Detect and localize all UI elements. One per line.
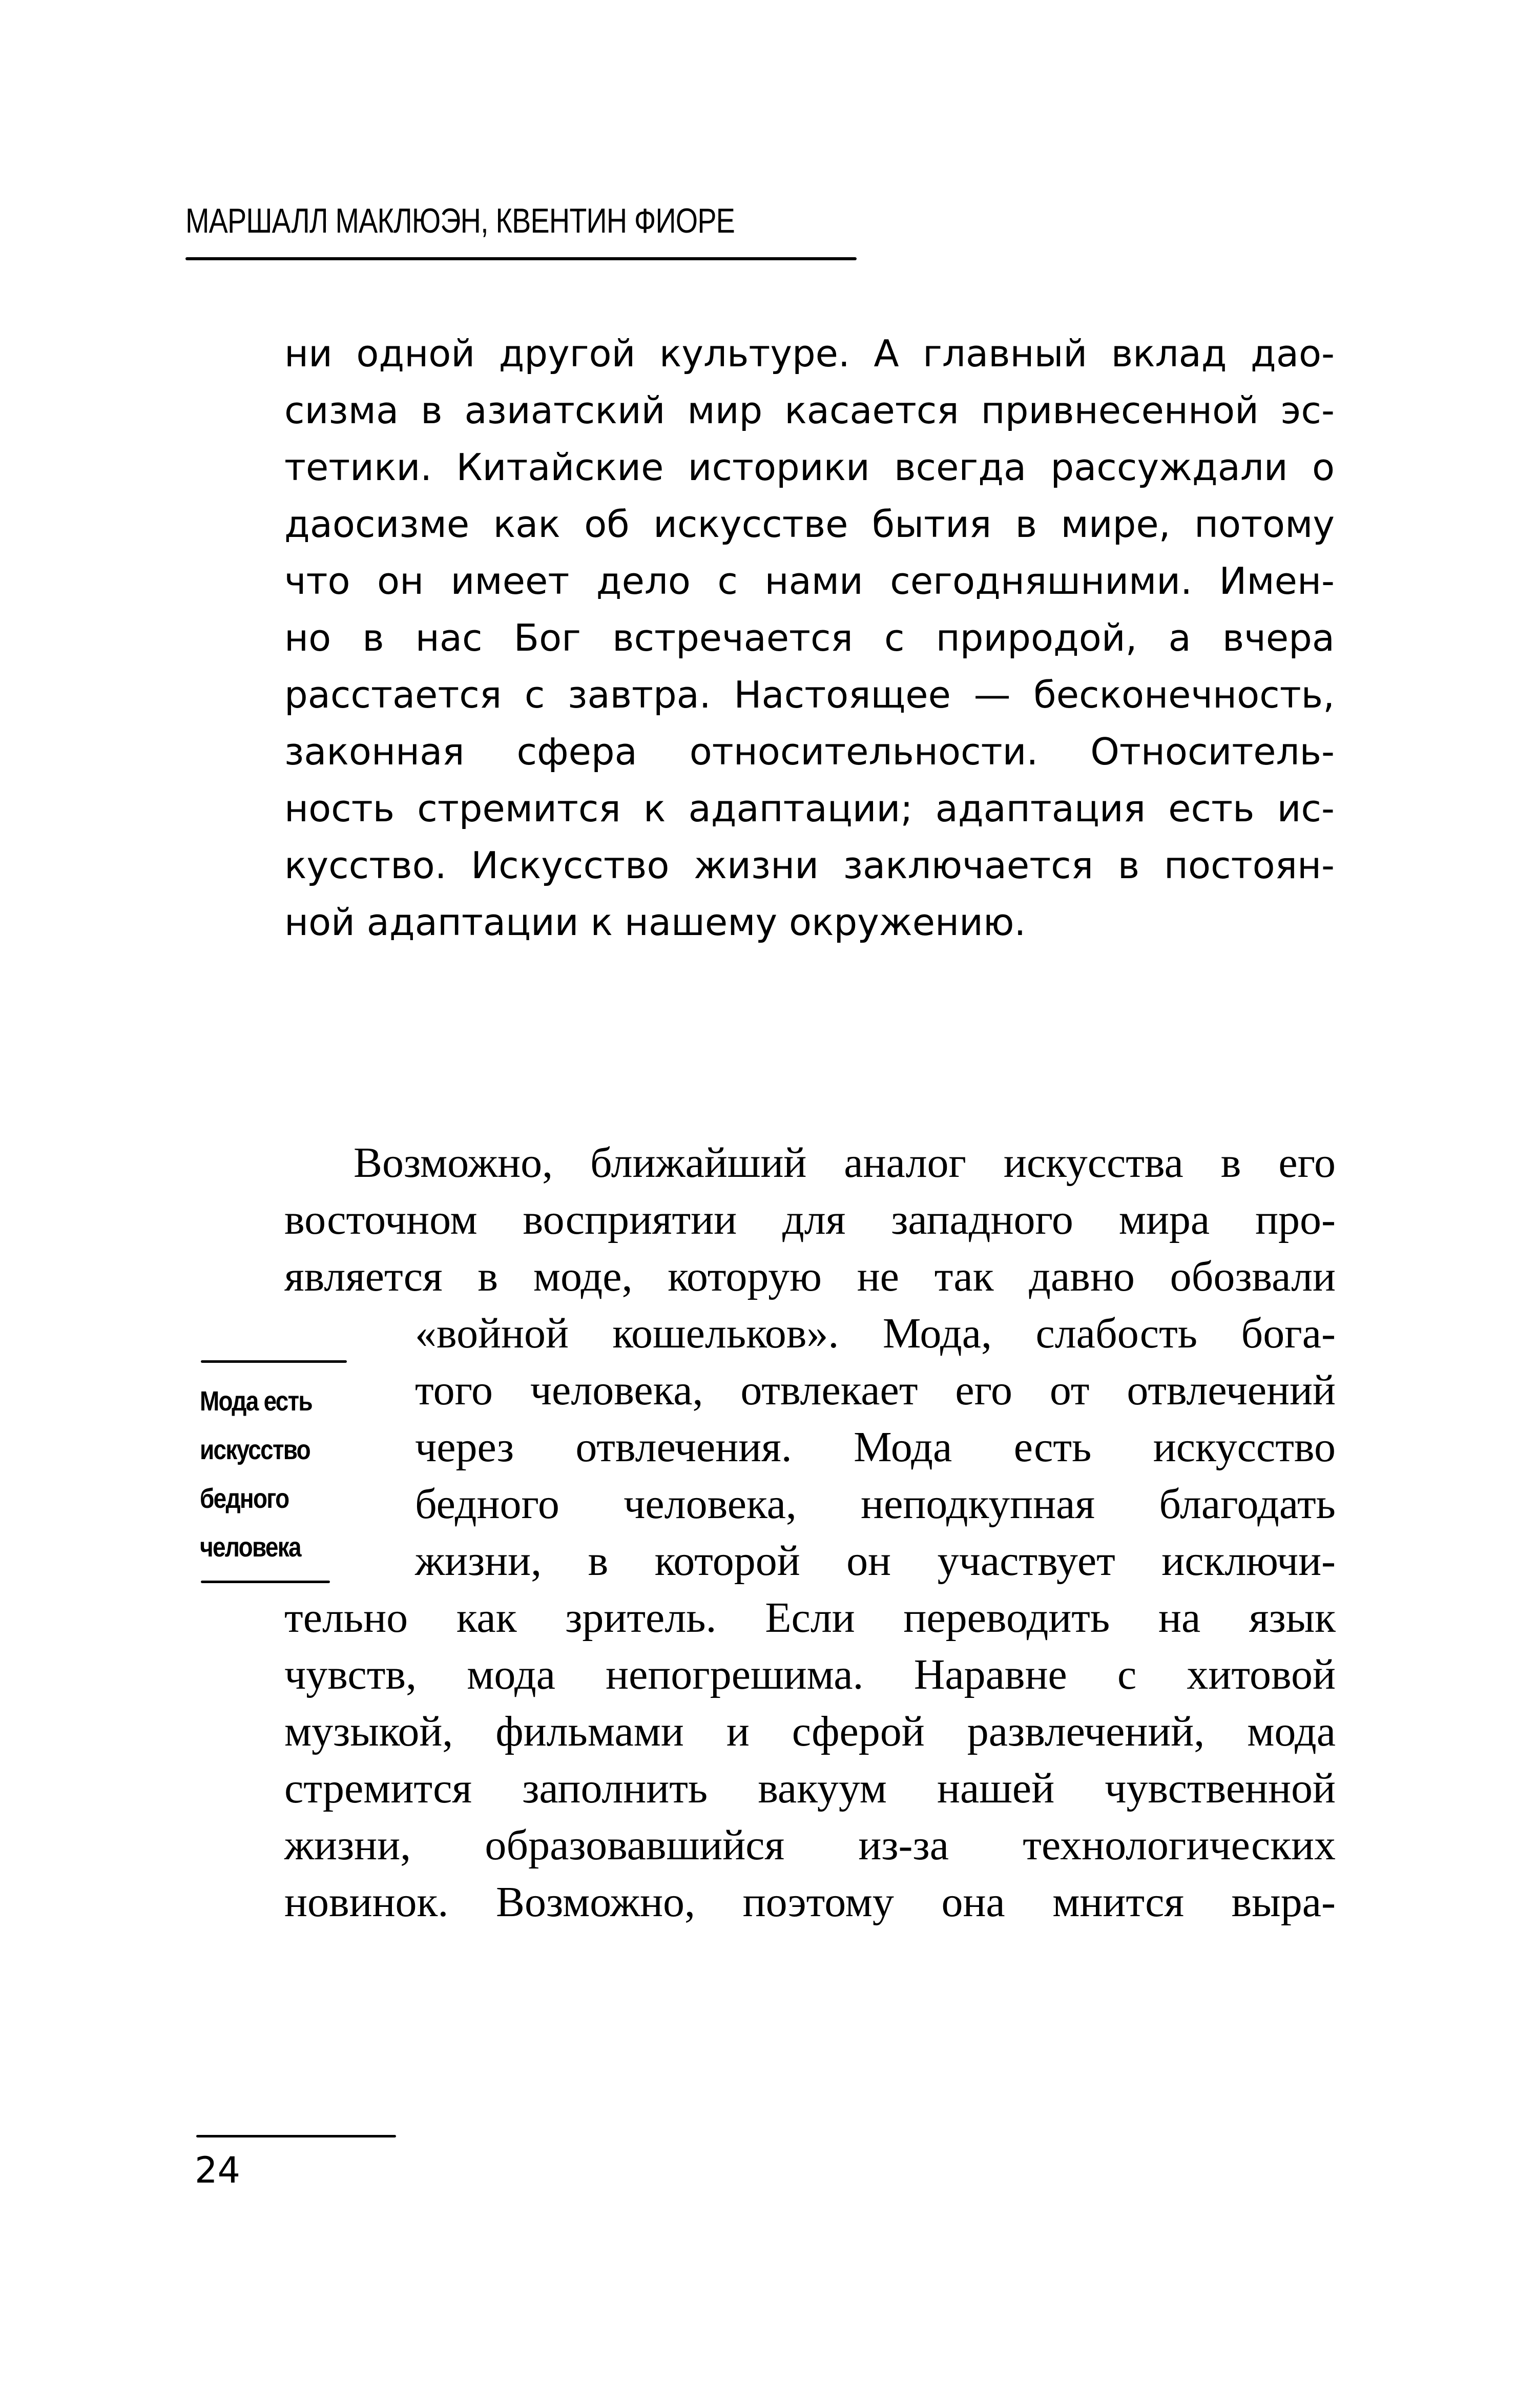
- text-line: «войной кошельков». Мода, слабость бога-: [415, 1310, 1336, 1357]
- text-line: законная сфера относительности. Относитель-: [284, 730, 1335, 773]
- text-line: музыкой, фильмами и сферой развлечений, мода: [284, 1708, 1336, 1755]
- text-line: ной адаптации к нашему окружению.: [284, 901, 1026, 944]
- text-line: тетики. Китайские историки всегда рассуждали о: [284, 446, 1335, 489]
- text-line: тельно как зритель. Если переводить на язык: [284, 1594, 1336, 1642]
- margin-note-line: бедного: [200, 1483, 289, 1514]
- text-line: Возможно, ближайший аналог искусства в его: [354, 1139, 1336, 1187]
- text-line: того человека, отвлекает его от отвлечений: [415, 1366, 1336, 1414]
- text-line: жизни, в которой он участвует исключи-: [415, 1537, 1336, 1585]
- text-line: расстается с завтра. Настоящее — бесконечность,: [284, 673, 1335, 716]
- text-line: является в моде, которую не так давно обозвали: [284, 1253, 1336, 1300]
- text-line: ни одной другой культуре. А главный вклад дао-: [284, 332, 1335, 375]
- margin-note-line: человека: [200, 1532, 301, 1563]
- margin-note-bottom-rule: [201, 1581, 330, 1583]
- text-line: бедного человека, неподкупная благодать: [415, 1480, 1336, 1528]
- text-line: новинок. Возможно, поэтому она мнится выра-: [284, 1878, 1336, 1926]
- text-line: ность стремится к адаптации; адаптация есть ис-: [284, 787, 1335, 830]
- text-line: кусство. Искусство жизни заключается в постоян-: [284, 844, 1335, 887]
- margin-note-line: Мода есть: [200, 1386, 312, 1417]
- margin-note-top-rule: [201, 1360, 347, 1363]
- text-line: стремится заполнить вакуум нашей чувственной: [284, 1765, 1336, 1812]
- text-line: даосизме как об искусстве бытия в мире, потому: [284, 503, 1335, 546]
- page-number: 24: [195, 2149, 241, 2191]
- running-header: МАРШАЛЛ МАКЛЮЭН, КВЕНТИН ФИОРЕ: [185, 201, 735, 240]
- text-line: восточном восприятии для западного мира про-: [284, 1196, 1336, 1243]
- footer-rule: [196, 2135, 396, 2137]
- header-rule: [185, 257, 857, 260]
- text-line: чувств, мода непогрешима. Наравне с хитовой: [284, 1651, 1336, 1698]
- text-line: что он имеет дело с нами сегодняшними. Имен-: [284, 559, 1335, 603]
- text-line: но в нас Бог встречается с природой, а вчера: [284, 616, 1335, 659]
- text-line: жизни, образовавшийся из-за технологических: [284, 1821, 1336, 1869]
- text-line: сизма в азиатский мир касается привнесенной эс-: [284, 389, 1335, 432]
- text-line: через отвлечения. Мода есть искусство: [415, 1423, 1336, 1471]
- margin-note-line: искусство: [200, 1435, 310, 1465]
